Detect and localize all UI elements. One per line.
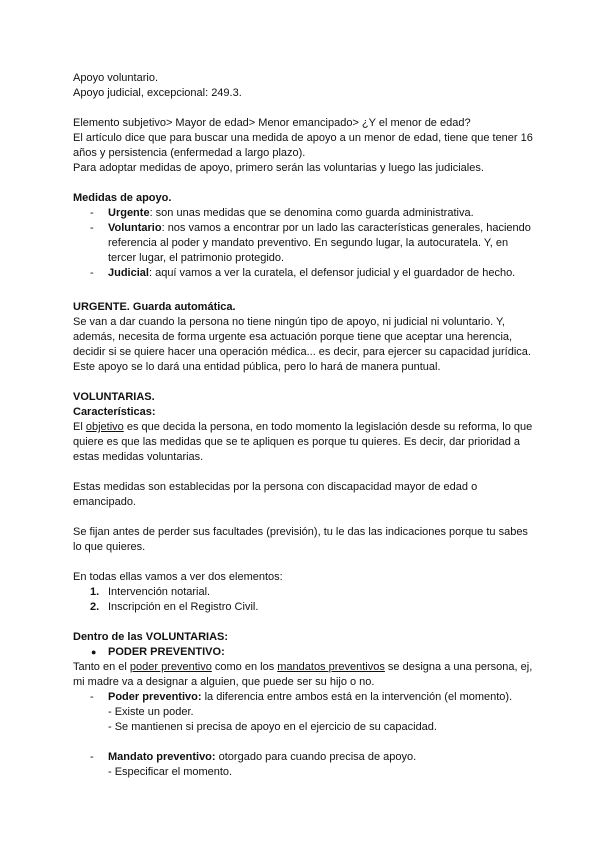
medidas-list [73,206,533,281]
caracteristicas-subheading: Características: [73,406,156,418]
list-item: - Urgente: son unas medidas que se denomina como guarda administrativa. [90,207,474,219]
elemento-line-2: El artículo dice que para buscar una medida de apoyo a un menor de edad, tiene que tener 16 años y persistencia (enfermedad a largo plazo). [73,132,533,159]
poder-sub-2: - Se mantienen si precisa de apoyo en el ejercicio de su capacidad. [108,721,437,733]
intro-line-2: Apoyo judicial, excepcional: 249.3. [73,87,242,99]
elemento-line-3: Para adoptar medidas de apoyo, primero serán las voluntarias y luego las judiciales. [73,162,484,174]
dentro-heading: Dentro de las VOLUNTARIAS: [73,631,229,643]
document-body [73,71,533,780]
list-item: - Voluntario: nos vamos a encontrar por un lado las características generales, haciendo referencia al poder y mandato preventivo. En segundo lugar, la autocuratela. Y, en tercer lugar, el patrimonio protegido. [90,222,531,264]
mandatos-preventivos-underlined: mandatos preventivos [277,661,385,673]
list-item: 1. Intervención notarial. [90,586,211,598]
poder-list [73,690,533,735]
list-item: - Poder preventivo: la diferencia entre ambos está en la intervención (el momento). - Existe un poder. - Se mantienen si precisa de apoyo en el ejercicio de su capacidad. [73,690,533,735]
mandato-sub-1: - Especificar el momento. [108,766,233,778]
poder-sub-1: - Existe un poder. [108,706,194,718]
objetivo-underlined: objetivo [85,421,124,433]
term-voluntario: Voluntario [108,222,162,234]
medidas-heading: Medidas de apoyo. [73,192,172,204]
term-judicial: Judicial [108,267,149,279]
poder-preventivo-underlined: poder preventivo [129,661,212,673]
voluntarias-heading: VOLUNTARIAS. [73,391,155,403]
elementos-intro: En todas ellas vamos a ver dos elementos: [73,571,283,583]
prevision-paragraph: Se fijan antes de perder sus facultades (previsión), tu le das las indicaciones porque tu sabes lo que quieres. [73,526,528,553]
list-item: - Judicial: aquí vamos a ver la curatela, el defensor judicial y el guardador de hecho. [90,267,516,279]
designa-paragraph: Tanto en el poder preventivo como en los mandatos preventivos se designa a una persona, ej, mi madre va a designar a alguien, que puede ser su hijo o no. [73,661,533,688]
elemento-line-1: Elemento subjetivo> Mayor de edad> Menor emancipado> ¿Y el menor de edad? [73,117,471,129]
poder-preventivo-bullet: ● PODER PREVENTIVO: [91,646,225,658]
term-poder-preventivo: Poder preventivo: [108,691,202,703]
intro-line-1: Apoyo voluntario. [73,72,158,84]
urgente-heading: URGENTE. Guarda automática. [73,301,236,313]
bullet-icon: ● [91,647,97,657]
establecidas-paragraph: Estas medidas son establecidas por la persona con discapacidad mayor de edad o emancipado. [73,481,478,508]
term-urgente: Urgente [108,207,150,219]
list-item: 2. Inscripción en el Registro Civil. [90,601,259,613]
urgente-paragraph: Se van a dar cuando la persona no tiene ningún tipo de apoyo, ni judicial ni voluntario. Y, además, necesita de forma urgente esa actuación porque tiene que aceptar una herencia, decidir si se quiere hacer una operación médica... es decir, para ejercer su capacidad jurídica. Este apoyo se lo dará una entidad pública, pero lo hará de manera puntual. [73,316,531,373]
objetivo-paragraph: El objetivo es que decida la persona, en todo momento la legislación desde su reforma, lo que quiere es que las medidas que se te apliquen es porque tu quieres. Es decir, dar prioridad a estas medidas voluntarias. [73,421,533,463]
list-item: - Mandato preventivo: otorgado para cuando precisa de apoyo. - Especificar el momento. [73,750,533,780]
mandato-list [73,750,533,780]
elementos-list [73,585,533,615]
term-mandato-preventivo: Mandato preventivo: [108,751,216,763]
